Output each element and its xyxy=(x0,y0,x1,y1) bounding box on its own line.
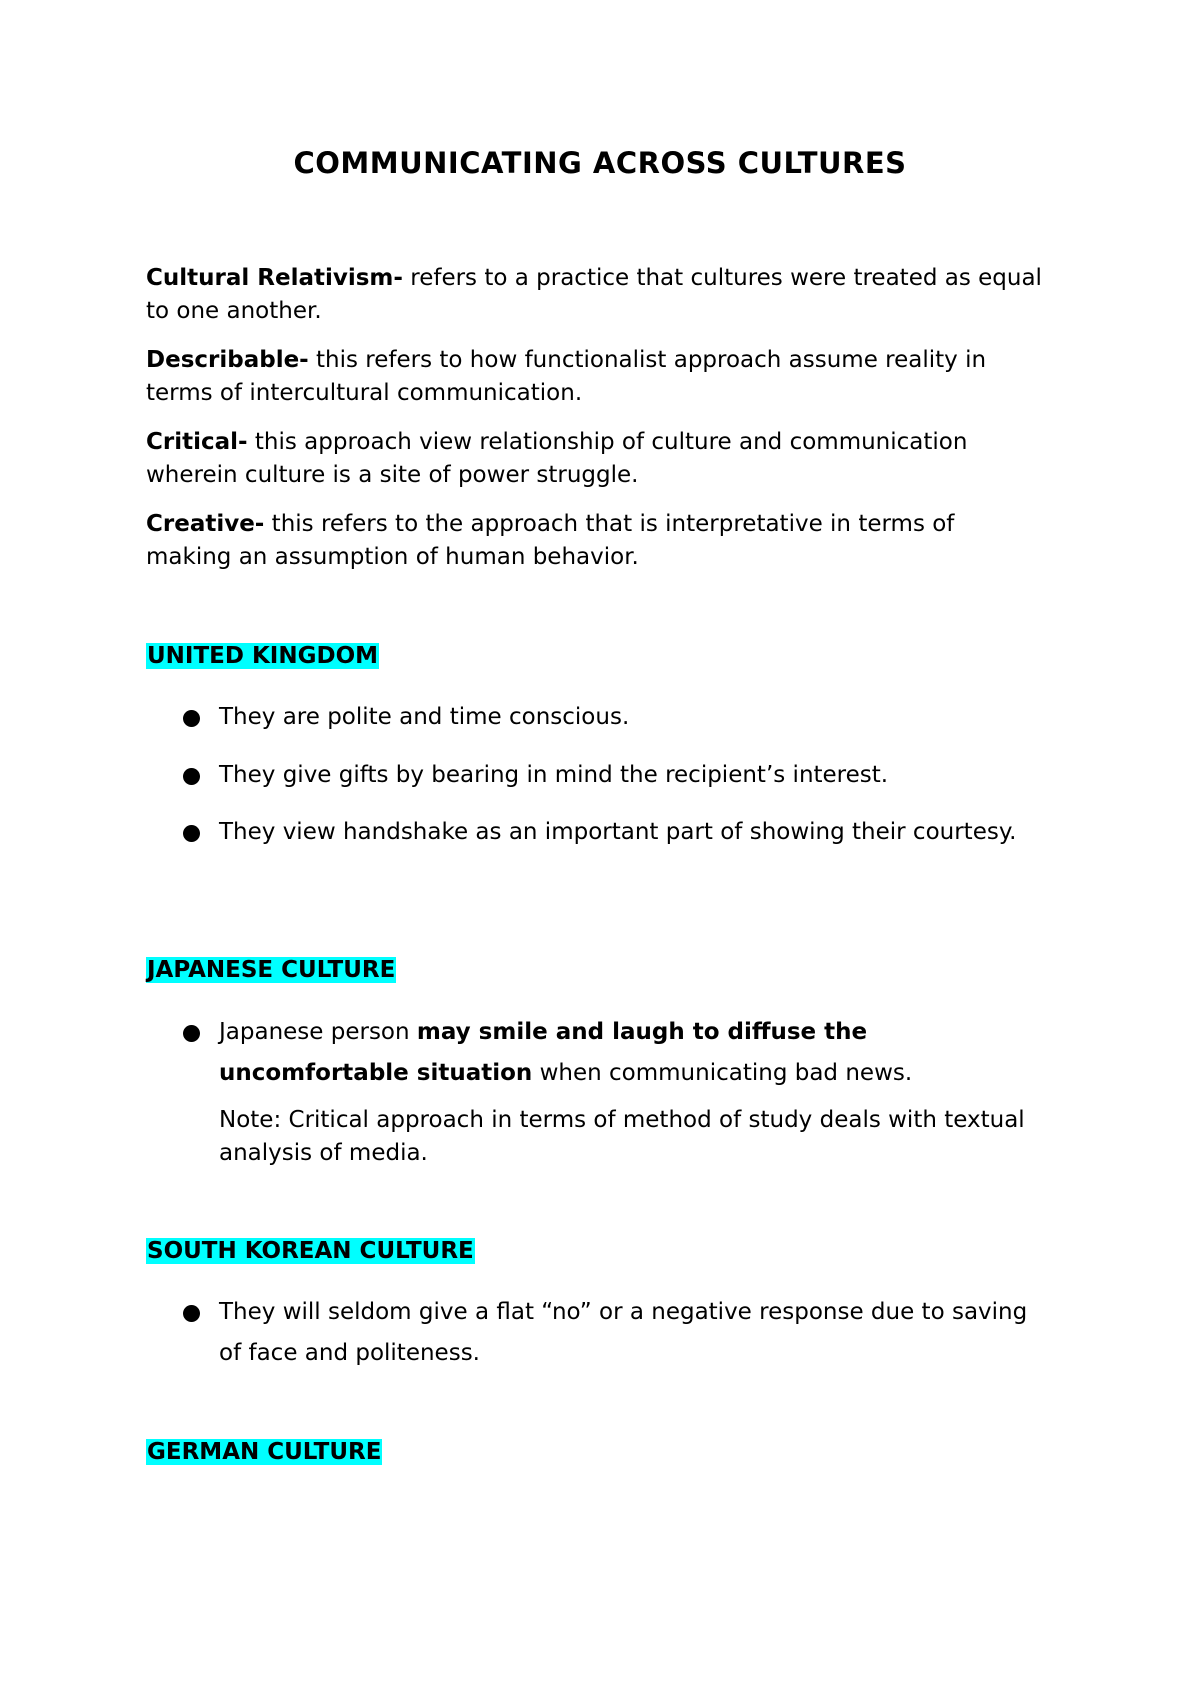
section-heading-japanese-culture xyxy=(146,954,396,987)
bullet-icon xyxy=(183,1025,200,1042)
note-text: Note: Critical approach in terms of method of study deals with textual analysis of media. xyxy=(219,1107,1025,1166)
list-item-text: They are polite and time conscious. xyxy=(219,704,630,730)
list-item xyxy=(183,812,1043,853)
definition-text: this approach view relationship of culture and communication wherein culture is a site of power struggle. xyxy=(146,429,968,488)
list-item-text-bold: may smile and laugh to diffuse the uncomfortable situation xyxy=(219,1019,868,1086)
list-item xyxy=(183,697,1043,738)
bullet-icon xyxy=(183,1305,200,1322)
definition-text: refers to a practice that cultures were treated as equal to one another. xyxy=(146,265,1042,324)
highlighted-heading: GERMAN CULTURE xyxy=(147,1439,382,1465)
highlighted-heading: JAPANESE CULTURE xyxy=(147,957,396,983)
list-item-text: They view handshake as an important part of showing their courtesy. xyxy=(219,819,1017,845)
section-heading-united-kingdom xyxy=(146,640,379,673)
definitions-list xyxy=(146,262,1046,590)
definition-term: Describable- xyxy=(146,347,309,373)
bullet-icon xyxy=(183,825,200,842)
list-item-text: They will seldom give a flat “no” or a negative response due to saving of face and politeness. xyxy=(219,1299,1028,1366)
list-item-text-plain: when communicating bad news. xyxy=(532,1060,913,1086)
list-item xyxy=(183,755,1043,796)
list-item-text xyxy=(219,1012,1043,1094)
definition-term: Cultural Relativism- xyxy=(146,265,403,291)
list-item xyxy=(183,1012,1043,1094)
highlighted-heading: SOUTH KOREAN CULTURE xyxy=(147,1238,474,1264)
section-heading-south-korean-culture xyxy=(146,1235,475,1268)
definition-term: Creative- xyxy=(146,511,265,537)
definition-text: this refers to the approach that is interpretative in terms of making an assumption of human behavior. xyxy=(146,511,955,570)
list-item xyxy=(183,1292,1043,1374)
definition-cultural-relativism xyxy=(146,262,1046,328)
definition-critical xyxy=(146,426,1046,492)
page-title: COMMUNICATING ACROSS CULTURES xyxy=(293,146,907,180)
definition-creative xyxy=(146,508,1046,574)
section-heading-german-culture xyxy=(146,1436,382,1469)
highlighted-heading: UNITED KINGDOM xyxy=(147,643,379,669)
bullet-icon xyxy=(183,768,200,785)
list-item-text: They give gifts by bearing in mind the recipient’s interest. xyxy=(219,762,889,788)
bullet-icon xyxy=(183,710,200,727)
definition-text: this refers to how functionalist approach assume reality in terms of intercultural communication. xyxy=(146,347,987,406)
definition-describable xyxy=(146,344,1046,410)
definition-term: Critical- xyxy=(146,429,248,455)
list-item-text-plain: Japanese person xyxy=(219,1019,417,1045)
